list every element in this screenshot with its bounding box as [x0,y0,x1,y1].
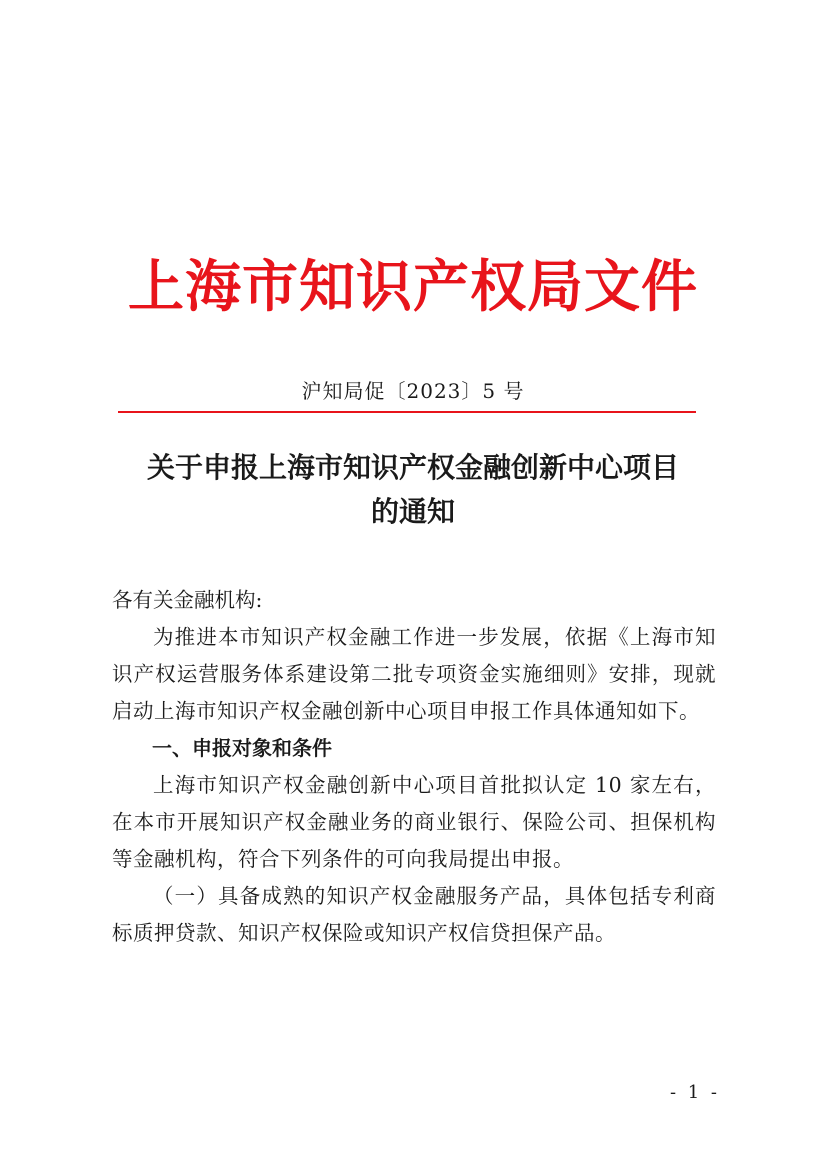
section-1-paragraph: 上海市知识产权金融创新中心项目首批拟认定 10 家左右，在本市开展知识产权金融业务的商业银行、保险公司、担保机构等金融机构，符合下列条件的可向我局提出申报。 [112,773,716,871]
notice-title-line-1: 关于申报上海市知识产权金融创新中心项目 [146,451,679,484]
issuing-authority-header: 上海市知识产权局文件 [128,254,698,320]
intro-paragraph: 为推进本市知识产权金融工作进一步发展，依据《上海市知识产权运营服务体系建设第二批专项资金实施细则》安排，现就启动上海市知识产权金融创新中心项目申报工作具体通知如下。 [112,625,716,723]
page-number: - 1 - [669,1082,720,1103]
salutation: 各有关金融机构: [112,588,263,612]
notice-title [110,446,716,534]
section-1-heading: 一、申报对象和条件 [152,736,332,760]
document-body [112,582,716,952]
document-number: 沪知局促〔2023〕5 号 [301,379,525,403]
red-divider-line [118,411,696,413]
notice-title-line-2: 的通知 [370,495,455,528]
section-1-item-1: （一）具备成熟的知识产权金融服务产品，具体包括专利商标质押贷款、知识产权保险或知识产权信贷担保产品。 [112,884,716,945]
